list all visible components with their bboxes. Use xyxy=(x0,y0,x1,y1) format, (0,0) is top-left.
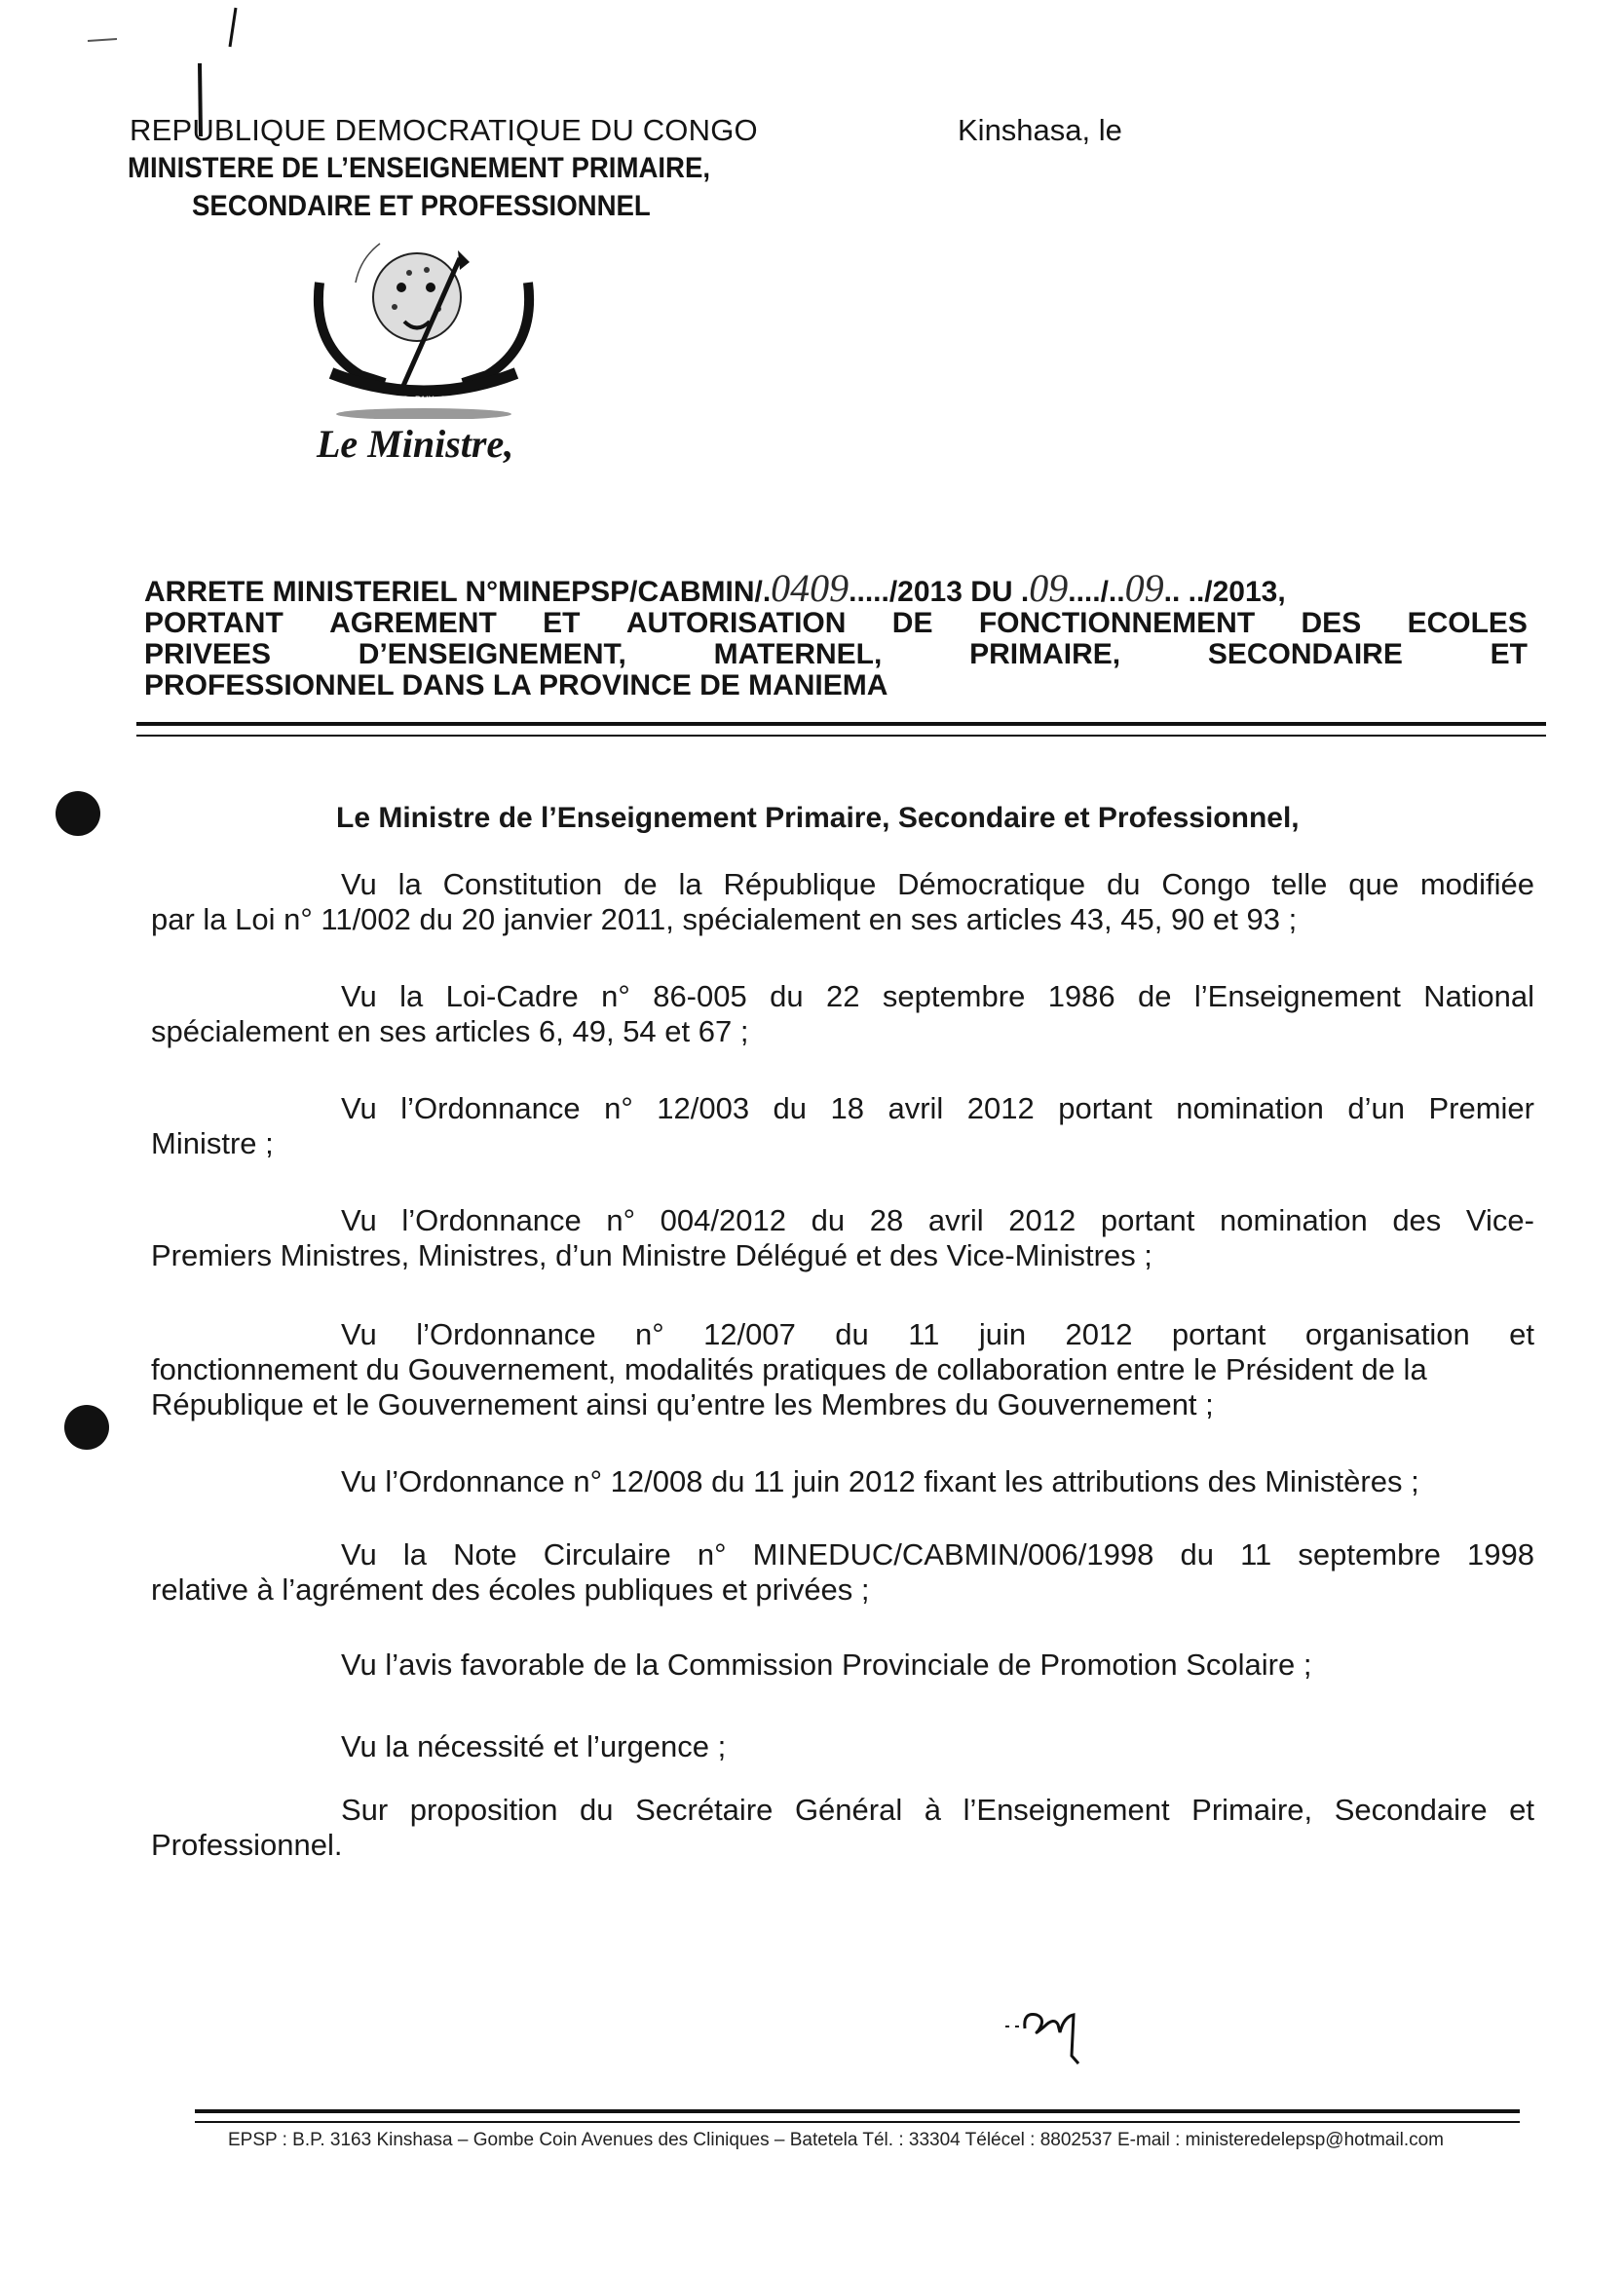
punch-hole-mark xyxy=(64,1405,109,1450)
recital-constitution xyxy=(151,867,1534,937)
decree-year-du: ...../2013 DU . xyxy=(849,576,1030,608)
decree-title-line1 xyxy=(144,566,1528,610)
decree-title-line3 xyxy=(144,639,1528,670)
signatory-title: Le Ministre, xyxy=(317,422,514,466)
recital-line: Vu la Loi-Cadre n° 86-005 du 22 septembre 1986 de l’Enseignement National xyxy=(341,979,1534,1013)
title-word: ECOLES xyxy=(1407,607,1528,639)
decree-number-prefix: ARRETE MINISTERIEL N°MINEPSP/CABMIN/. xyxy=(144,576,772,608)
title-word: SECONDAIRE xyxy=(1207,638,1403,670)
recital-note-circulaire xyxy=(151,1537,1534,1608)
recital-line: Ministre ; xyxy=(151,1126,274,1160)
handwritten-decree-number: 0409 xyxy=(771,566,850,610)
title-word: PRIMAIRE, xyxy=(969,638,1121,670)
recital-line: Vu la nécessité et l’urgence ; xyxy=(341,1729,727,1763)
recital-line: Professionnel. xyxy=(151,1828,343,1862)
title-word: FONCTIONNEMENT xyxy=(978,607,1256,639)
title-word: DES xyxy=(1301,607,1362,639)
title-word: ET xyxy=(543,607,581,639)
recital-vice-premiers xyxy=(151,1203,1534,1273)
decree-title xyxy=(144,566,1528,701)
recital-line: Premiers Ministres, Ministres, d’un Ministre Délégué et des Vice-Ministres ; xyxy=(151,1238,1152,1272)
preamble-heading: Le Ministre de l’Enseignement Primaire, Secondaire et Professionnel, xyxy=(336,802,1300,834)
title-word: PRIVEES xyxy=(144,638,272,670)
recital-urgence xyxy=(151,1729,1534,1764)
handwritten-day: 09 xyxy=(1029,566,1069,610)
recital-line: relative à l’agrément des écoles publiques et privées ; xyxy=(151,1572,870,1607)
recital-line: spécialement en ses articles 6, 49, 54 et 67 ; xyxy=(151,1014,749,1048)
handwritten-month: 09 xyxy=(1124,566,1164,610)
recital-attributions xyxy=(151,1464,1534,1499)
recital-line: Vu l’Ordonnance n° 12/007 du 11 juin 2012 portant organisation et xyxy=(341,1317,1534,1351)
recital-line: Vu la Note Circulaire n° MINEDUC/CABMIN/006/1998 du 11 septembre 1998 xyxy=(341,1537,1534,1572)
recital-line: Sur proposition du Secrétaire Général à l’Enseignement Primaire, Secondaire et xyxy=(341,1793,1534,1827)
recital-organisation-gouvernement xyxy=(151,1317,1534,1422)
decree-year-suffix: .. ../2013, xyxy=(1163,576,1286,608)
decree-title-line2 xyxy=(144,608,1528,639)
title-word: MATERNEL, xyxy=(713,638,883,670)
title-word: AUTORISATION xyxy=(625,607,847,639)
recital-premier-ministre xyxy=(151,1091,1534,1161)
recital-line: Vu l’Ordonnance n° 12/003 du 18 avril 2012 portant nomination d’un Premier xyxy=(341,1091,1534,1125)
place-date: Kinshasa, le xyxy=(958,113,1122,147)
title-word: PORTANT xyxy=(144,607,283,639)
recital-line: Vu l’Ordonnance n° 004/2012 du 28 avril 2012 portant nomination des Vice- xyxy=(341,1203,1534,1237)
recital-line: fonctionnement du Gouvernement, modalités pratiques de collaboration entre le Président de la xyxy=(151,1352,1427,1386)
title-word: D’ENSEIGNEMENT, xyxy=(358,638,626,670)
decree-title-line4: PROFESSIONNEL DANS LA PROVINCE DE MANIEMA xyxy=(144,669,888,701)
ministry-name-line2: SECONDAIRE ET PROFESSIONNEL xyxy=(192,190,651,222)
initials-signature xyxy=(996,1988,1113,2065)
date-separator: ..../.. xyxy=(1068,576,1125,608)
recital-loi-cadre xyxy=(151,979,1534,1049)
footer-divider xyxy=(195,2109,1520,2123)
recital-line: Vu la Constitution de la République Démocratique du Congo telle que modifiée xyxy=(341,867,1534,901)
recital-line: République et le Gouvernement ainsi qu’entre les Membres du Gouvernement ; xyxy=(151,1387,1214,1421)
ministry-name-line1: MINISTERE DE L’ENSEIGNEMENT PRIMAIRE, xyxy=(128,152,711,184)
recital-line: par la Loi n° 11/002 du 20 janvier 2011, spécialement en ses articles 43, 45, 90 et 93 ; xyxy=(151,902,1298,936)
title-word: AGREMENT xyxy=(329,607,497,639)
title-divider xyxy=(136,722,1546,737)
recital-line: Vu l’Ordonnance n° 12/008 du 11 juin 2012 fixant les attributions des Ministères ; xyxy=(341,1464,1419,1498)
title-word: DE xyxy=(891,607,933,639)
recital-proposition xyxy=(151,1793,1534,1863)
punch-hole-mark xyxy=(56,791,100,836)
emblem-motto: JUSTICE · PAIX · TRAVAIL xyxy=(370,395,477,404)
recital-line: Vu l’avis favorable de la Commission Provinciale de Promotion Scolaire ; xyxy=(341,1648,1312,1682)
republic-name: REPUBLIQUE DEMOCRATIQUE DU CONGO xyxy=(130,113,758,147)
title-word: ET xyxy=(1490,638,1528,670)
coat-of-arms-emblem xyxy=(292,229,555,419)
recital-avis-favorable xyxy=(151,1648,1534,1683)
footer-contact: EPSP : B.P. 3163 Kinshasa – Gombe Coin Avenues des Cliniques – Batetela Tél. : 33304 Télécel : 8802537 E-mail : ministeredelepsp@hotmail.com xyxy=(228,2130,1444,2150)
